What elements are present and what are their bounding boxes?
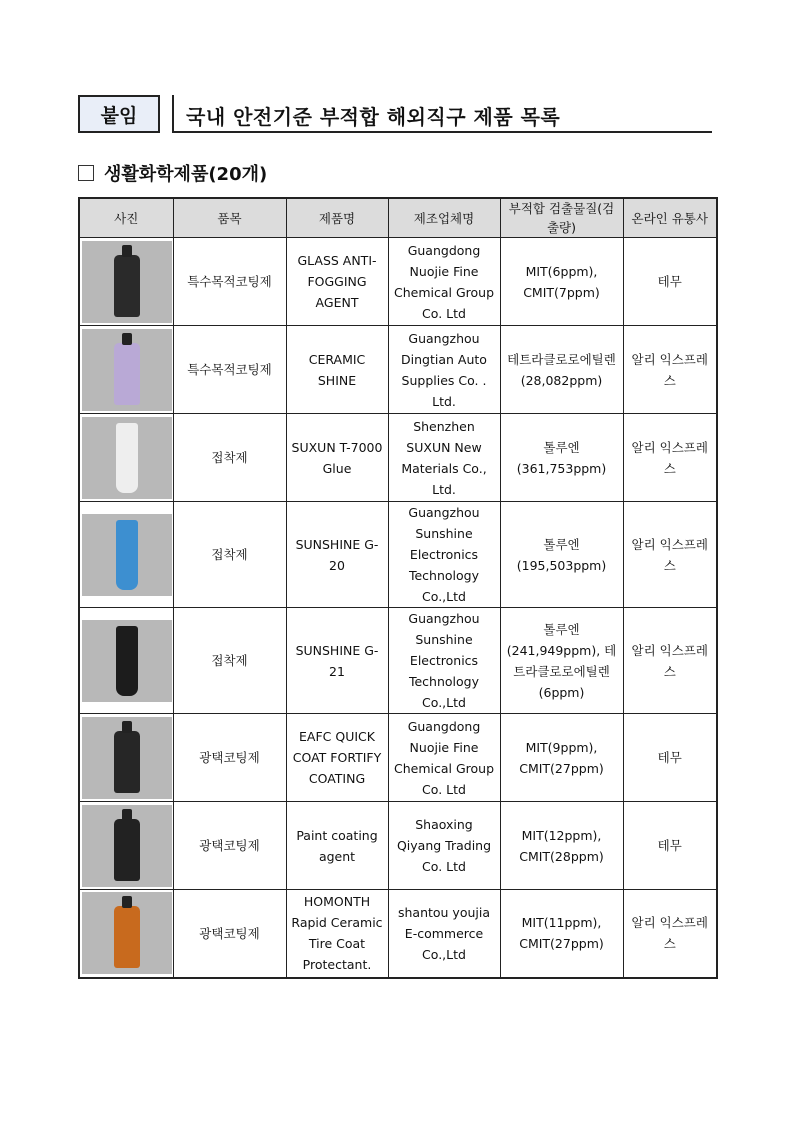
photo-cell (79, 802, 173, 890)
product-photo (82, 417, 172, 499)
product-name-cell: SUNSHINE G-21 (286, 608, 388, 714)
substance-cell: 톨루엔 (195,503ppm) (500, 502, 623, 608)
photo-cell (79, 714, 173, 802)
category-cell: 특수목적코팅제 (173, 326, 286, 414)
table-row (79, 608, 717, 714)
page-title: 국내 안전기준 부적합 해외직구 제품 목록 (186, 105, 561, 129)
table-row (79, 238, 717, 326)
product-name-cell: SUNSHINE G-20 (286, 502, 388, 608)
photo-cell (79, 502, 173, 608)
category-cell: 광택코팅제 (173, 890, 286, 978)
seller-cell: 알리 익스프레스 (623, 326, 717, 414)
attachment-badge: 붙임 (78, 95, 160, 133)
product-image-shape (114, 255, 140, 317)
col-seller: 온라인 유통사 (623, 198, 717, 238)
product-name-cell: EAFC QUICK COAT FORTIFY COATING (286, 714, 388, 802)
photo-cell (79, 326, 173, 414)
seller-cell: 테무 (623, 802, 717, 890)
category-cell: 광택코팅제 (173, 802, 286, 890)
table-row (79, 890, 717, 978)
section-title: 생활화학제품(20개) (104, 164, 268, 185)
maker-cell: shantou youjia E-commerce Co.,Ltd (388, 890, 500, 978)
col-photo: 사진 (79, 198, 173, 238)
product-photo (82, 805, 172, 887)
col-maker: 제조업체명 (388, 198, 500, 238)
product-image-shape (116, 520, 138, 590)
maker-cell: Guangzhou Sunshine Electronics Technology Co.,Ltd (388, 502, 500, 608)
product-image-shape (114, 906, 140, 968)
category-cell: 접착제 (173, 502, 286, 608)
maker-cell: Guangzhou Sunshine Electronics Technology Co.,Ltd (388, 608, 500, 714)
col-product: 제품명 (286, 198, 388, 238)
product-photo (82, 241, 172, 323)
product-image-shape (114, 819, 140, 881)
category-cell: 접착제 (173, 608, 286, 714)
substance-cell: MIT(12ppm), CMIT(28ppm) (500, 802, 623, 890)
seller-cell: 알리 익스프레스 (623, 502, 717, 608)
product-name-cell: HOMONTH Rapid Ceramic Tire Coat Protectant. (286, 890, 388, 978)
table-header-row (79, 198, 717, 238)
section-heading (78, 160, 267, 186)
product-photo (82, 892, 172, 974)
substance-cell: MIT(11ppm), CMIT(27ppm) (500, 890, 623, 978)
substance-cell: MIT(9ppm), CMIT(27ppm) (500, 714, 623, 802)
col-substance: 부적합 검출물질(검출량) (500, 198, 623, 238)
product-name-cell: Paint coating agent (286, 802, 388, 890)
table-row (79, 326, 717, 414)
table-row (79, 502, 717, 608)
photo-cell (79, 238, 173, 326)
seller-cell: 테무 (623, 238, 717, 326)
maker-cell: Shenzhen SUXUN New Materials Co., Ltd. (388, 414, 500, 502)
photo-cell (79, 890, 173, 978)
checkbox-square-icon (78, 165, 94, 181)
product-photo (82, 514, 172, 596)
product-image-shape (116, 423, 138, 493)
product-image-shape (114, 343, 140, 405)
photo-cell (79, 414, 173, 502)
substance-cell: MIT(6ppm), CMIT(7ppm) (500, 238, 623, 326)
substance-cell: 톨루엔 (241,949ppm), 테트라클로로에틸렌 (6ppm) (500, 608, 623, 714)
maker-cell: Shaoxing Qiyang Trading Co. Ltd (388, 802, 500, 890)
category-cell: 특수목적코팅제 (173, 238, 286, 326)
substance-cell: 톨루엔 (361,753ppm) (500, 414, 623, 502)
seller-cell: 알리 익스프레스 (623, 608, 717, 714)
seller-cell: 알리 익스프레스 (623, 890, 717, 978)
table-row (79, 414, 717, 502)
seller-cell: 알리 익스프레스 (623, 414, 717, 502)
product-name-cell: CERAMIC SHINE (286, 326, 388, 414)
product-photo (82, 329, 172, 411)
product-image-shape (114, 731, 140, 793)
category-cell: 광택코팅제 (173, 714, 286, 802)
substance-cell: 테트라클로로에틸렌 (28,082ppm) (500, 326, 623, 414)
title-box (172, 95, 712, 133)
maker-cell: Guangdong Nuojie Fine Chemical Group Co. Ltd (388, 714, 500, 802)
category-cell: 접착제 (173, 414, 286, 502)
product-image-shape (116, 626, 138, 696)
photo-cell (79, 608, 173, 714)
product-table (78, 197, 718, 979)
maker-cell: Guangzhou Dingtian Auto Supplies Co. . Ltd. (388, 326, 500, 414)
product-photo (82, 620, 172, 702)
seller-cell: 테무 (623, 714, 717, 802)
product-name-cell: SUXUN T-7000 Glue (286, 414, 388, 502)
table-row (79, 714, 717, 802)
maker-cell: Guangdong Nuojie Fine Chemical Group Co. Ltd (388, 238, 500, 326)
product-name-cell: GLASS ANTI-FOGGING AGENT (286, 238, 388, 326)
table-row (79, 802, 717, 890)
product-photo (82, 717, 172, 799)
col-category: 품목 (173, 198, 286, 238)
